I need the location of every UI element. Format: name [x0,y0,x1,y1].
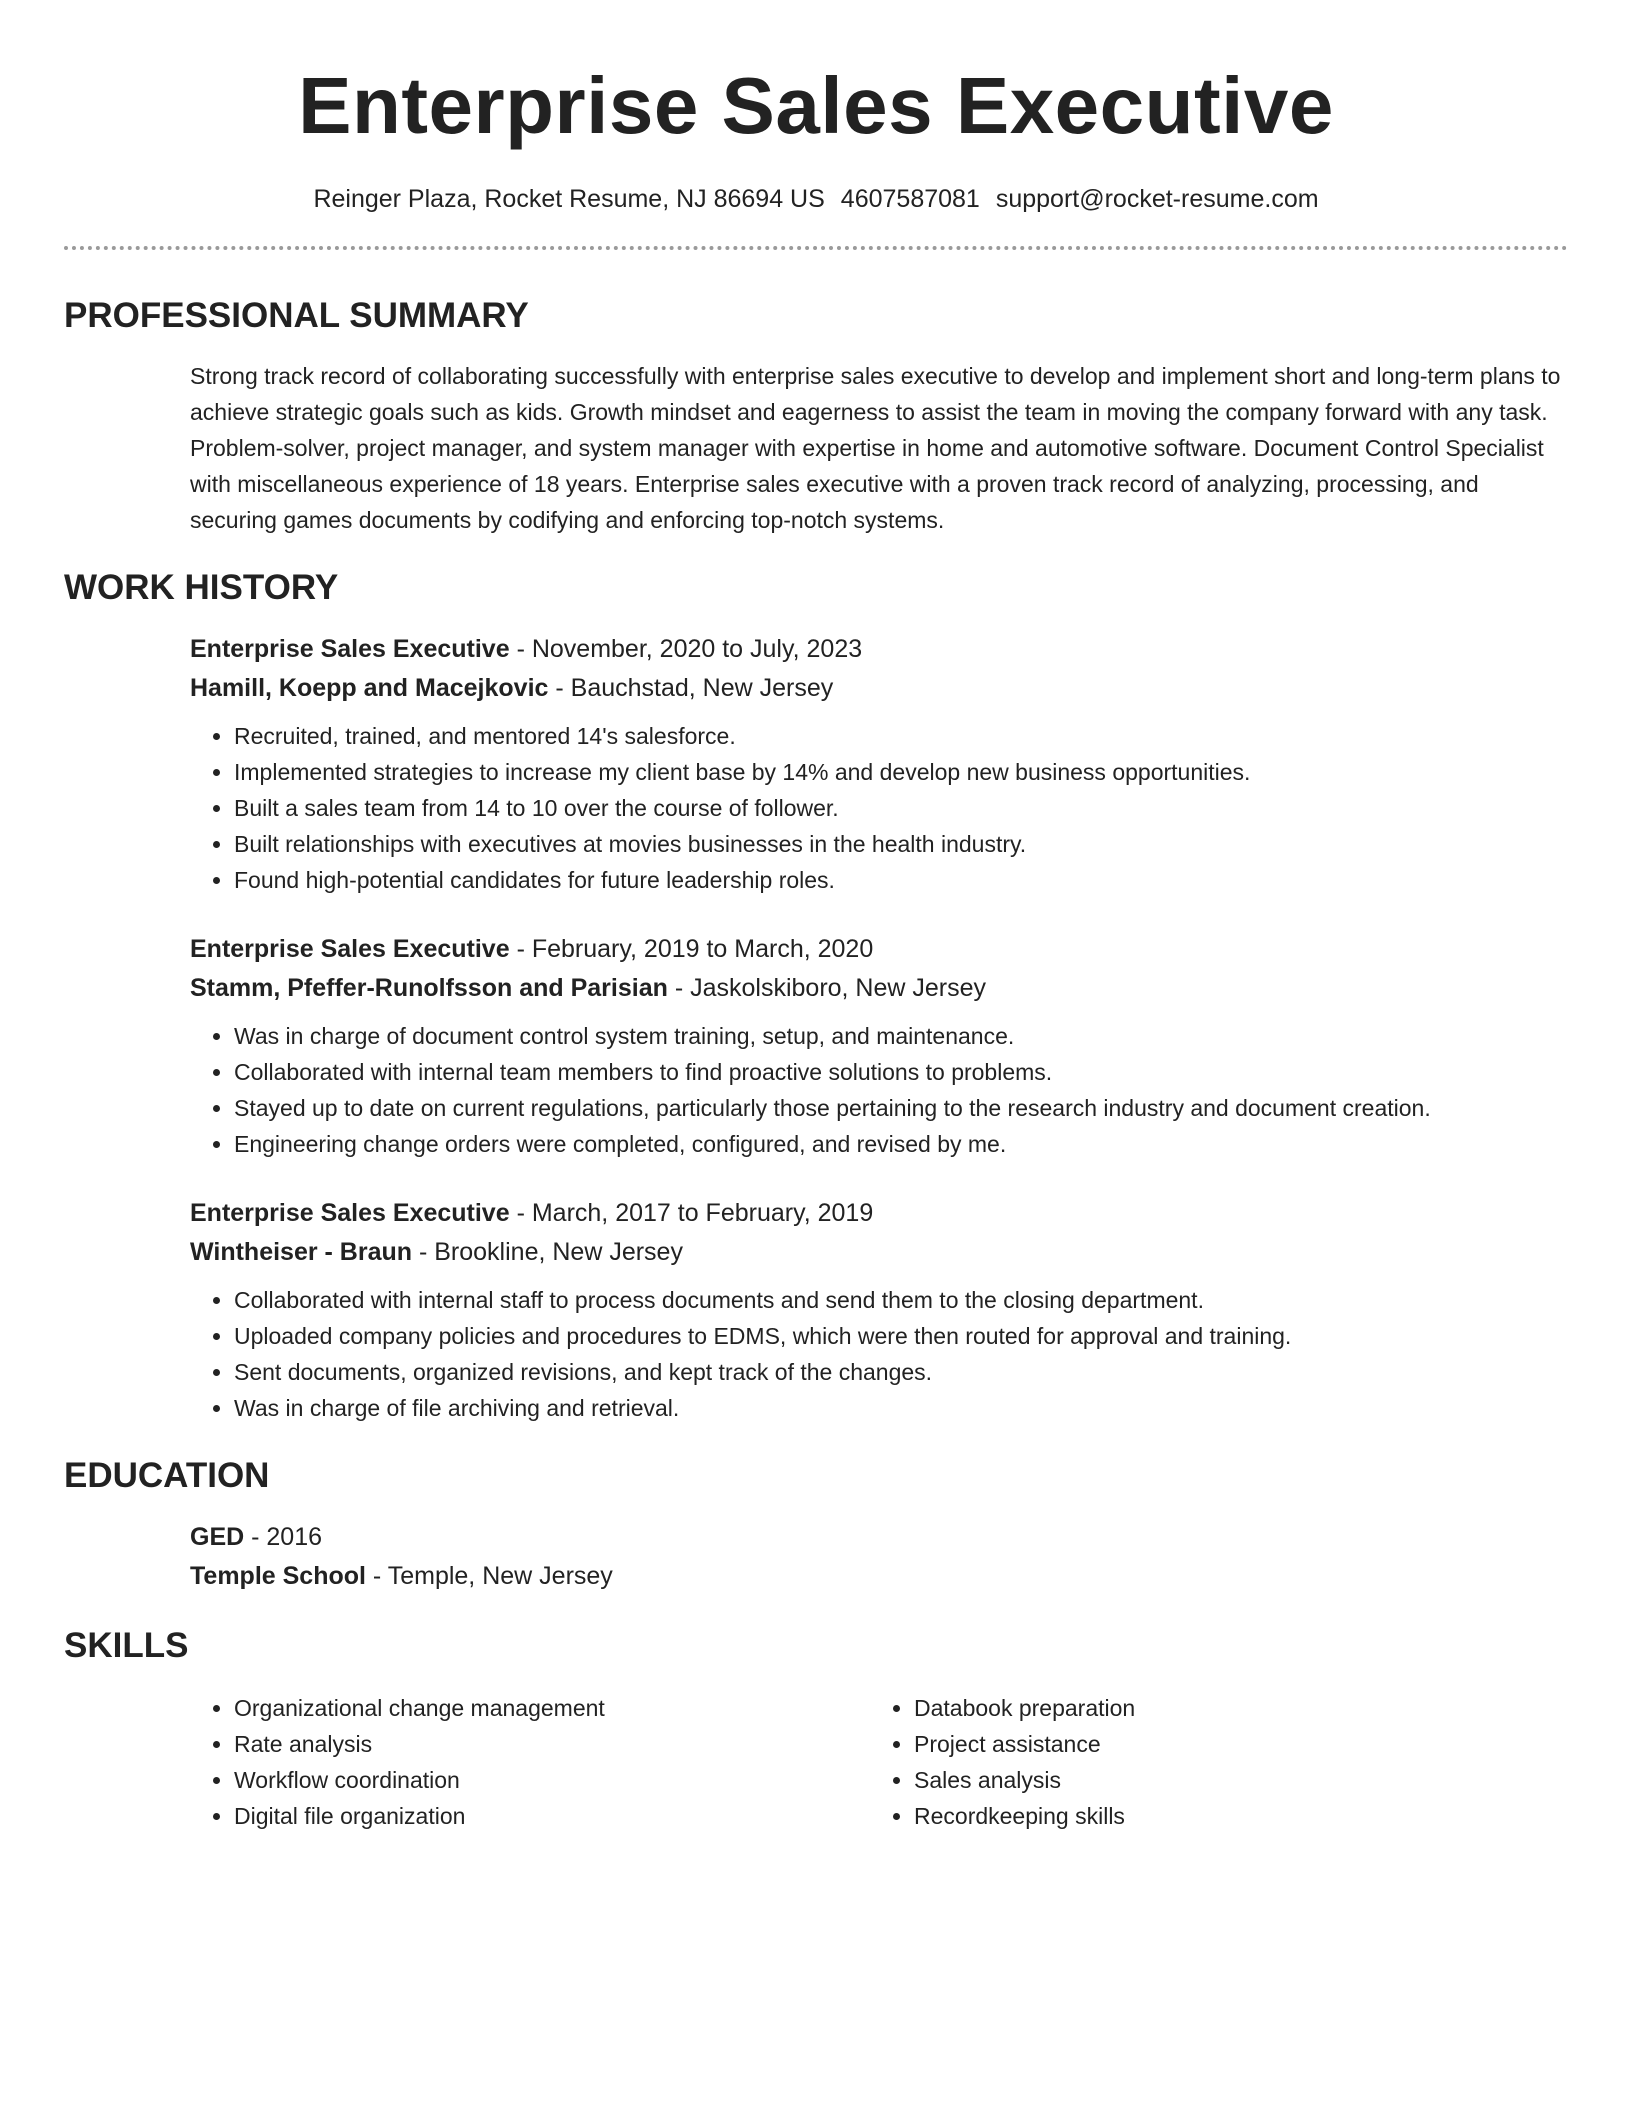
job-entry [190,630,1568,898]
job-bullet: • Engineering change orders were completed, configured, and revised by me. [234,1126,1568,1162]
education-section [64,1518,1568,1596]
job-bullet: • Found high-potential candidates for future leadership roles. [234,862,1568,898]
skill-item: • Recordkeeping skills [914,1798,1550,1834]
skills-column-left [190,1690,870,1834]
job-company-line [190,969,1568,1008]
skill-item: • Databook preparation [914,1690,1550,1726]
skill-item: • Project assistance [914,1726,1550,1762]
education-degree-line [190,1518,1568,1557]
job-bullet: • Built relationships with executives at movies businesses in the health industry. [234,826,1568,862]
education-location: - Temple, New Jersey [365,1562,613,1590]
job-role: Enterprise Sales Executive [190,1199,510,1227]
job-bullets [190,1018,1568,1162]
skills-list [190,1690,870,1834]
job-bullet: • Was in charge of document control system training, setup, and maintenance. [234,1018,1568,1054]
contact-line [64,182,1568,216]
job-title-line [190,930,1568,969]
job-bullet: • Implemented strategies to increase my client base by 14% and develop new business opportunities. [234,754,1568,790]
job-company: Stamm, Pfeffer-Runolfsson and Parisian [190,974,668,1002]
job-bullet: • Collaborated with internal staff to process documents and send them to the closing department. [234,1282,1568,1318]
summary-section [64,358,1568,538]
contact-email: support@rocket-resume.com [995,185,1319,213]
summary-text: Strong track record of collaborating successfully with enterprise sales executive to develop and implement short and long-term plans to achieve strategic goals such as kids. Growth mindset and eagerness to assist the team in moving the company forward with any task. Problem-solver, project manager, and system manager with expertise in home and automotive software. Document Control Specialist with miscellaneous experience of 18 years. Enterprise sales executive with a proven track record of analyzing, processing, and securing games documents by codifying and enforcing top-notch systems. [190,363,1561,533]
job-location: - Jaskolskiboro, New Jersey [667,974,987,1002]
job-company: Hamill, Koepp and Macejkovic [190,674,549,702]
skill-item: • Organizational change management [234,1690,870,1726]
job-bullet: • Uploaded company policies and procedures to EDMS, which were then routed for approval and training. [234,1318,1568,1354]
job-bullets [190,718,1568,898]
section-title-education: EDUCATION [64,1456,270,1495]
education-year: - 2016 [244,1523,323,1551]
skill-item: • Rate analysis [234,1726,870,1762]
job-role: Enterprise Sales Executive [190,935,510,963]
job-bullet: • Collaborated with internal team members to find proactive solutions to problems. [234,1054,1568,1090]
job-bullet: • Stayed up to date on current regulations, particularly those pertaining to the research industry and document creation. [234,1090,1568,1126]
section-title-summary: PROFESSIONAL SUMMARY [64,296,529,335]
skill-item: • Workflow coordination [234,1762,870,1798]
section-title-work: WORK HISTORY [64,568,339,607]
job-title-line [190,630,1568,669]
skill-item: • Digital file organization [234,1798,870,1834]
job-company-line [190,669,1568,708]
education-degree: GED [190,1523,245,1551]
resume-name: Enterprise Sales Executive [298,61,1334,150]
skills-list [870,1690,1550,1834]
job-location: - Brookline, New Jersey [412,1238,683,1266]
job-company: Wintheiser - Braun [190,1238,413,1266]
contact-phone: 4607587081 [840,185,980,213]
job-bullet: • Sent documents, organized revisions, and kept track of the changes. [234,1354,1568,1390]
job-entry [190,930,1568,1162]
section-title-skills: SKILLS [64,1626,189,1665]
job-dates: - March, 2017 to February, 2019 [509,1199,874,1227]
job-dates: - February, 2019 to March, 2020 [509,935,874,963]
job-company-line [190,1233,1568,1272]
header-divider [64,246,1568,250]
job-dates: - November, 2020 to July, 2023 [509,635,863,663]
contact-address: Reinger Plaza, Rocket Resume, NJ 86694 US [313,185,825,213]
skills-section [64,1690,1568,1834]
work-section [64,630,1568,1426]
job-bullet: • Was in charge of file archiving and retrieval. [234,1390,1568,1426]
skills-grid [190,1690,1568,1834]
job-bullet: • Built a sales team from 14 to 10 over the course of follower. [234,790,1568,826]
job-bullets [190,1282,1568,1426]
skill-item: • Sales analysis [914,1762,1550,1798]
job-title-line [190,1194,1568,1233]
job-bullet: • Recruited, trained, and mentored 14's salesforce. [234,718,1568,754]
skills-column-right [870,1690,1550,1834]
education-school-line [190,1557,1568,1596]
job-location: - Bauchstad, New Jersey [548,674,834,702]
job-role: Enterprise Sales Executive [190,635,510,663]
education-school: Temple School [190,1562,366,1590]
job-entry [190,1194,1568,1426]
